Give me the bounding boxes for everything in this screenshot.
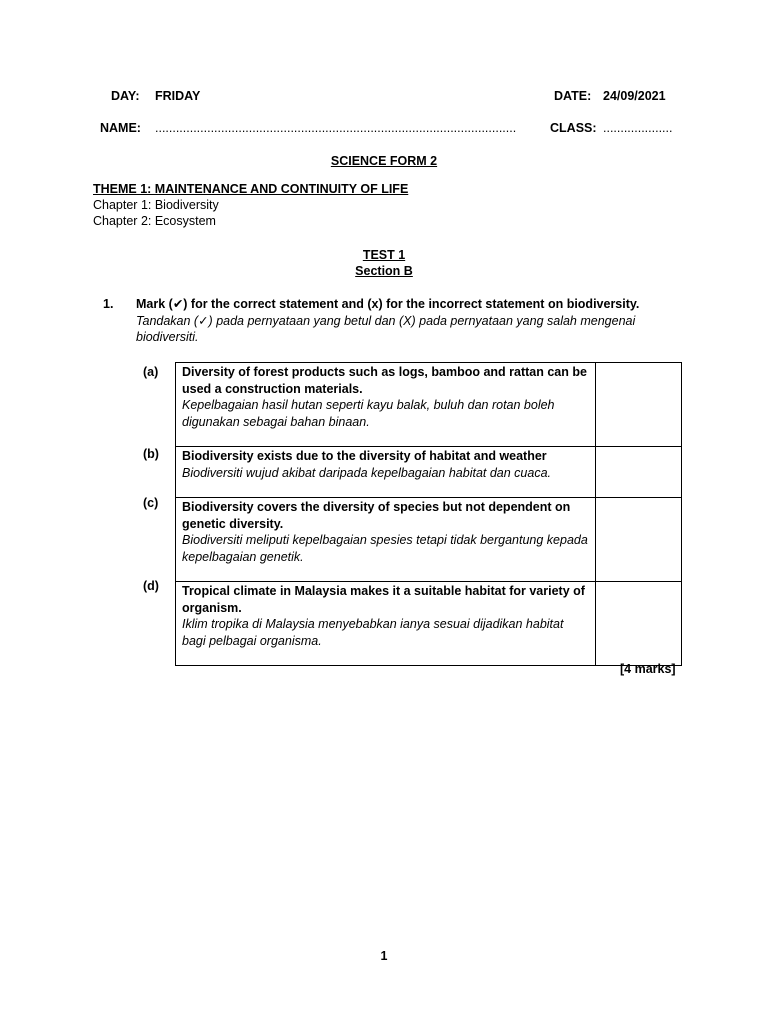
statement-malay: Biodiversiti wujud akibat daripada kepelbagaian habitat dan cuaca. [182, 465, 552, 480]
marks-label: [4 marks] [620, 662, 676, 676]
item-letter-c: (c) [143, 496, 159, 510]
statement-english: Tropical climate in Malaysia makes it a suitable habitat for variety of organism. [182, 584, 585, 615]
chapter-1: Chapter 1: Biodiversity [93, 198, 219, 212]
statements-table [175, 362, 682, 666]
statement-cell [176, 498, 596, 582]
name-label: NAME: [100, 121, 141, 135]
day-value: FRIDAY [155, 89, 201, 103]
theme-title: THEME 1: MAINTENANCE AND CONTINUITY OF LIFE [93, 182, 409, 196]
name-blank: ........................................................................................................ [155, 121, 517, 135]
table-row [176, 447, 682, 498]
table-row [176, 582, 682, 666]
answer-box-d[interactable] [596, 582, 682, 666]
item-letter-d: (d) [143, 579, 159, 593]
table-row [176, 363, 682, 447]
item-letter-a: (a) [143, 365, 159, 379]
statement-cell [176, 582, 596, 666]
day-label: DAY: [111, 89, 140, 103]
question-instruction [136, 296, 676, 346]
class-blank: .................... [603, 121, 673, 135]
answer-box-a[interactable] [596, 363, 682, 447]
answer-box-b[interactable] [596, 447, 682, 498]
page-title: SCIENCE FORM 2 [330, 154, 438, 168]
chapter-2: Chapter 2: Ecosystem [93, 214, 216, 228]
page-number: 1 [380, 949, 388, 963]
statement-cell [176, 447, 596, 498]
test-title: TEST 1 [362, 248, 406, 262]
answer-box-c[interactable] [596, 498, 682, 582]
statement-english: Biodiversity covers the diversity of species but not dependent on genetic diversity. [182, 500, 571, 531]
class-label: CLASS: [550, 121, 597, 135]
instruction-english: Mark (✔) for the correct statement and (x) for the incorrect statement on biodiversity. [136, 297, 640, 311]
question-number: 1. [103, 297, 114, 311]
statement-cell [176, 363, 596, 447]
date-value: 24/09/2021 [603, 89, 666, 103]
date-label: DATE: [554, 89, 592, 103]
statement-english: Biodiversity exists due to the diversity of habitat and weather [182, 449, 547, 463]
item-letter-b: (b) [143, 447, 159, 461]
statement-malay: Biodiversiti meliputi kepelbagaian spesies tetapi tidak bergantung kepada kepelbagaian genetik. [182, 533, 588, 564]
section-title: Section B [355, 264, 413, 278]
statement-malay: Iklim tropika di Malaysia menyebabkan ianya sesuai dijadikan habitat bagi pelbagai organisma. [182, 617, 564, 648]
table-row [176, 498, 682, 582]
instruction-malay: Tandakan (✓) pada pernyataan yang betul dan (X) pada pernyataan yang salah mengenai biodiversiti. [136, 313, 636, 344]
statement-english: Diversity of forest products such as logs, bamboo and rattan can be used a construction materials. [182, 365, 587, 396]
statement-malay: Kepelbagaian hasil hutan seperti kayu balak, buluh dan rotan boleh digunakan sebagai bahan binaan. [182, 398, 555, 429]
